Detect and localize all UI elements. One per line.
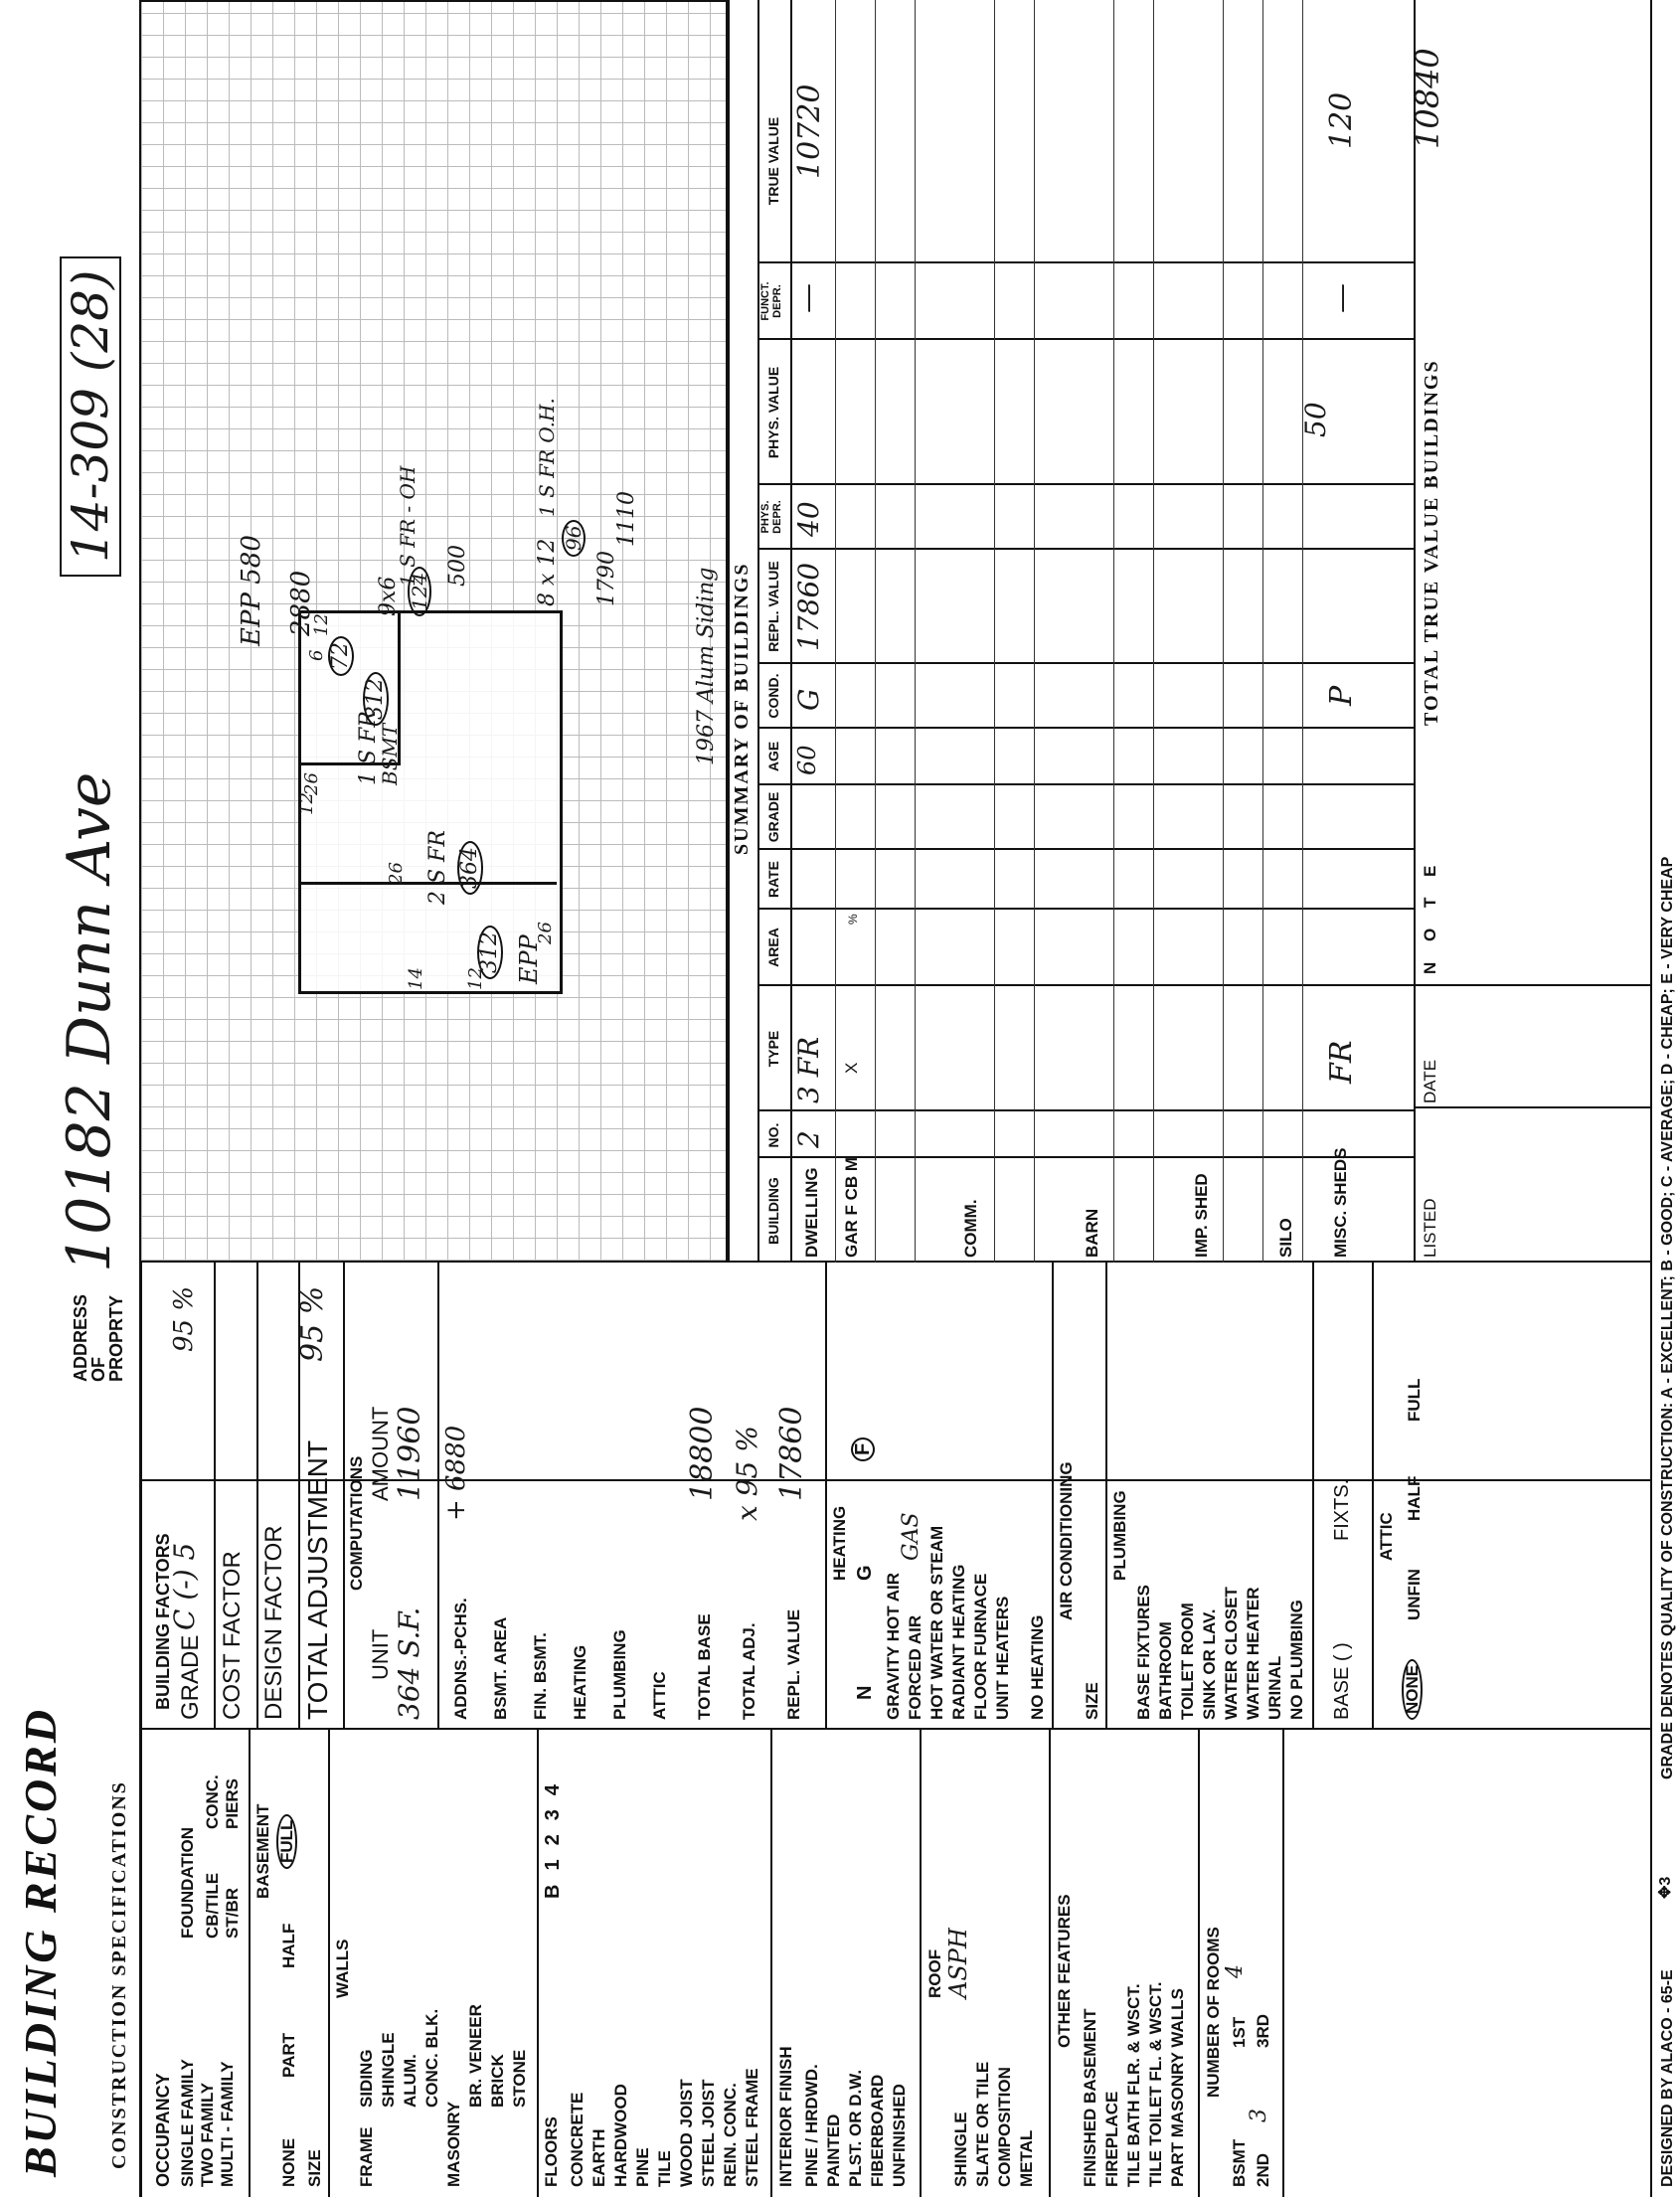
heat-f: F (851, 1437, 875, 1461)
sum-vline (757, 908, 1414, 910)
plumb-base: BASE FIXTURES (1134, 1584, 1153, 1720)
comp-heating: HEATING (571, 1644, 589, 1720)
comp-plumbing: PLUMBING (610, 1629, 629, 1720)
sum-vline (757, 261, 1414, 263)
roof-heading: ROOF (925, 1948, 944, 1998)
wall-concblk: CONC. BLK. (422, 2008, 441, 2108)
wall-alum: ALUM. (401, 2054, 420, 2108)
total-label: TOTAL TRUE VALUE BUILDINGS (1421, 359, 1442, 726)
sum-row-line (915, 0, 916, 1263)
record-number: 14-309 (28) (60, 256, 121, 577)
sep (920, 1730, 922, 2197)
sum-row-line (875, 0, 876, 1263)
row-barn: BARN (1083, 1208, 1101, 1258)
occupancy-heading: OCCUPANCY (153, 2073, 173, 2187)
room-2nd: 2ND (1254, 2152, 1272, 2187)
amount-value: 11960 (393, 1406, 427, 1501)
sep (1414, 0, 1416, 1263)
comp-total-base: TOTAL BASE (695, 1613, 714, 1720)
sep (1372, 1263, 1374, 1730)
sep (1198, 1730, 1200, 2197)
roof-slate: SLATE OR TILE (973, 2061, 992, 2187)
dwelling-no: 2 (792, 1130, 825, 1148)
sketch-label-8x12: 8 x 12 (535, 538, 560, 606)
sketch-label-96: 96 (562, 520, 586, 557)
sketch-label-2sfr: 2 S FR (425, 830, 450, 905)
comp-addns-value: + 6880 (441, 1425, 471, 1521)
wall-stone: STONE (510, 2049, 529, 2108)
floor-reinconc: REIN. CONC. (721, 2083, 740, 2187)
logo-mark: ✥3 (1657, 1876, 1674, 1899)
floor-earth: EARTH (589, 2128, 608, 2187)
sketch-label-1790: 1790 (594, 551, 619, 606)
dwelling-age: 60 (793, 745, 821, 775)
garage-pct: % (846, 914, 860, 925)
attic-unfin: UNFIN (1405, 1569, 1424, 1620)
wall-masonry: MASONRY (444, 2101, 463, 2187)
attic-none: NONE (1402, 1659, 1423, 1720)
sep (1105, 1263, 1107, 1730)
sketch-dim-12c: 12 (465, 967, 486, 990)
wall-brick: BRICK (488, 2054, 507, 2108)
int-painted: PAINTED (824, 2113, 843, 2187)
aircon-heading: AIR CONDITIONING (1057, 1461, 1076, 1620)
sum-vline (757, 984, 1414, 986)
basement-heading: BASEMENT (253, 1803, 272, 1899)
col-functdepr: FUNCT. DEPR. (759, 281, 783, 321)
found-cbtile: CB/TILE (203, 1872, 222, 1939)
sep (256, 1263, 258, 1730)
wall-brveneer: BR. VENEER (466, 2004, 485, 2108)
sep (1282, 1730, 1284, 2197)
col-area: AREA (765, 928, 781, 967)
floor-cols: B1234 (542, 1771, 564, 1899)
misc-pvalue: 50 (1299, 402, 1332, 437)
sum-vline (757, 338, 1414, 340)
attic-half: HALF (1405, 1475, 1424, 1521)
floor-pine: PINE (633, 2147, 652, 2187)
misc-fdepr: — (1324, 283, 1359, 313)
sep (214, 1263, 216, 1730)
sep (249, 1730, 251, 2197)
other-tilebath: TILE BATH FLR. & WSCT. (1124, 1983, 1143, 2187)
total-adjustment-label: TOTAL ADJUSTMENT (302, 1439, 333, 1720)
other-finbsmt: FINISHED BASEMENT (1081, 2008, 1099, 2187)
row-misc: MISC. SHEDS (1331, 1147, 1350, 1258)
sketch-dim-12b: 12 (311, 613, 332, 636)
comp-fin-bsmt: FIN. BSMT. (531, 1632, 550, 1720)
cost-factor-label: COST FACTOR (219, 1551, 246, 1720)
sum-vline (757, 662, 1414, 664)
unit-value: 364 S.F. (393, 1606, 425, 1720)
grade-value: C (-) 5 (168, 1542, 201, 1630)
grade-legend: GRADE DENOTES QUALITY OF CONSTRUCTION: A - EXCELLENT; B - GOOD; C - AVERAGE; D - CHEAP; E - VERY CHEAP (1659, 856, 1676, 1779)
int-unfinished: UNFINISHED (890, 2084, 909, 2187)
plumb-fixts: FIXTS. (1331, 1478, 1353, 1541)
sep (537, 1730, 539, 2197)
form-subtitle: CONSTRUCTION SPECIFICATIONS (108, 1780, 130, 2169)
sketch-label-9x6: 9x6 (376, 576, 401, 616)
comp-total-adj-value: x 95 % (731, 1426, 763, 1521)
sum-row-line (1262, 0, 1263, 1263)
occ-two: TWO FAMILY (198, 2082, 217, 2187)
col-cond: COND. (765, 673, 781, 719)
row-impshed: IMP. SHED (1192, 1173, 1211, 1258)
col-truevalue: TRUE VALUE (765, 116, 781, 206)
bsmt-full: FULL (276, 1814, 297, 1869)
design-factor-label: DESIGN FACTOR (260, 1525, 287, 1720)
floor-steeljoist: STEEL JOIST (699, 2079, 718, 2187)
sketch-label-epp: EPP (515, 934, 543, 984)
floors-heading: FLOORS (542, 2116, 561, 2187)
heat-unit: UNIT HEATERS (993, 1596, 1012, 1720)
wall-shingle: SHINGLE (379, 2032, 398, 2108)
sketch-label-124: 124 (408, 567, 431, 616)
sum-vline (757, 1109, 1414, 1111)
address-value: 10182 Dunn Ave (55, 771, 124, 1272)
col-grade: GRADE (765, 791, 781, 843)
address-label: ADDRESS OF PROPRTY (71, 1293, 126, 1382)
sketch-label-500: 500 (445, 545, 470, 587)
found-piers: PIERS (223, 1777, 242, 1829)
row-dwelling: DWELLING (802, 1167, 821, 1258)
col-physdepr: PHYS. DEPR. (759, 500, 783, 534)
designed-by: DESIGNED BY ALACO - 65-E (1659, 1969, 1676, 2187)
bsmt-part: PART (279, 2032, 298, 2078)
sum-row-line (835, 0, 836, 1263)
col-repl: REPL. VALUE (765, 561, 781, 652)
plumb-base-count: BASE ( ) (1331, 1642, 1353, 1720)
occ-multi: MULTI - FAMILY (218, 2061, 237, 2187)
sketch-label-1110: 1110 (614, 491, 639, 547)
roof-composition: COMPOSITION (995, 2067, 1014, 2187)
roof-metal: METAL (1017, 2129, 1036, 2187)
sketch-dim-26b: 26 (386, 862, 407, 885)
dwelling-pdepr: 40 (792, 501, 825, 537)
wall-frame: FRAME (357, 2126, 376, 2187)
plumb-wc: WATER CLOSET (1222, 1587, 1241, 1720)
comp-bsmt-area: BSMT. AREA (491, 1616, 510, 1720)
row-comm: COMM. (961, 1199, 980, 1258)
dwelling-true: 10720 (792, 84, 827, 179)
other-fireplace: FIREPLACE (1102, 2091, 1121, 2187)
col-age: AGE (765, 741, 781, 772)
col-no: NO. (765, 1122, 781, 1148)
other-partmasonry: PART MASONRY WALLS (1168, 1988, 1187, 2187)
heat-radiant: RADIANT HEATING (949, 1564, 968, 1720)
sketch-dim-26a: 26 (301, 772, 322, 795)
plumbing-heading: PLUMBING (1110, 1490, 1129, 1581)
roof-value: ASPH (944, 1928, 972, 1998)
computations-heading: COMPUTATIONS (347, 1455, 366, 1591)
sep (770, 1730, 772, 2197)
comp-total-base-value: 18800 (685, 1406, 720, 1501)
unit-label: UNIT (368, 1628, 393, 1680)
heat-gravity: GRAVITY HOT AIR (884, 1573, 903, 1720)
floor-tile: TILE (655, 2150, 674, 2187)
wall-siding: SIDING (357, 2049, 376, 2108)
sep (1052, 1263, 1054, 1730)
plumb-urinal: URINAL (1265, 1655, 1284, 1720)
sketch-label-312a: 312 (363, 672, 389, 726)
form-title: BUILDING RECORD (15, 1706, 66, 2177)
bsmt-half: HALF (279, 1923, 298, 1968)
dwelling-cond: G (792, 688, 825, 711)
misc-cond: P (1324, 685, 1359, 706)
frame-bottom (1650, 0, 1652, 2197)
sketch-dim-26c: 26 (535, 922, 556, 944)
walls-heading: WALLS (333, 1939, 352, 1998)
sep (437, 1263, 439, 1730)
heat-g: G (854, 1565, 876, 1581)
heating-heading: HEATING (830, 1505, 849, 1581)
sum-row-line (994, 0, 995, 1263)
plumb-heater: WATER HEATER (1244, 1587, 1262, 1720)
misc-true: 120 (1324, 91, 1359, 149)
grade-percent: 95 % (169, 1285, 199, 1352)
interior-heading: INTERIOR FINISH (776, 2046, 795, 2187)
summary-title: SUMMARY OF BUILDINGS (731, 562, 753, 855)
comp-repl-value: REPL. VALUE (784, 1608, 803, 1720)
sketch-dim-6: 6 (306, 649, 327, 661)
dwelling-fdepr: — (790, 283, 825, 313)
room-1st-value: 4 (1223, 1964, 1248, 1978)
sketch-label-364: 364 (457, 841, 483, 895)
roof-shingle: SHINGLE (951, 2112, 970, 2187)
sketch-dim-12a: 12 (296, 792, 317, 815)
sum-vline (1414, 1106, 1650, 1108)
heat-n: N (854, 1685, 876, 1700)
bsmt-none: NONE (279, 2137, 298, 2187)
sketch-label-1sfr: 1 S FR (356, 711, 381, 785)
floor-steelframe: STEEL FRAME (743, 2068, 761, 2187)
sketch-label-312b: 312 (477, 926, 503, 979)
room-bsmt: BSMT (1230, 2138, 1249, 2187)
listed-label: LISTED (1421, 1198, 1439, 1258)
building-factors-heading: BUILDING FACTORS (153, 1533, 173, 1710)
plumb-bathroom: BATHROOM (1156, 1621, 1175, 1720)
comp-attic: ATTIC (650, 1671, 669, 1720)
col-type: TYPE (765, 1030, 781, 1068)
sum-row-line (1113, 0, 1114, 1263)
int-plst: PLST. OR D.W. (846, 2069, 865, 2187)
sum-row-line (1223, 0, 1224, 1263)
room-3rd: 3RD (1254, 2013, 1272, 2048)
sep (726, 0, 728, 1263)
found-stbr: ST/BR (223, 1888, 242, 1939)
row-silo: SILO (1276, 1218, 1295, 1258)
sketch-label-72: 72 (328, 636, 354, 676)
room-2nd-value: 3 (1247, 2109, 1271, 2122)
occ-single: SINGLE FAMILY (178, 2059, 197, 2187)
sum-row-line (1034, 0, 1035, 1263)
sep (757, 0, 759, 1263)
comp-repl-value-value: 17860 (774, 1406, 809, 1501)
other-tiletoilet: TILE TOILET FL. & WSCT. (1146, 1981, 1165, 2187)
floor-hardwood: HARDWOOD (611, 2084, 630, 2187)
heat-floor: FLOOR FURNACE (971, 1573, 990, 1720)
sketch-label-epp580: EPP 580 (237, 535, 266, 646)
total-adjustment-value: 95 % (295, 1285, 330, 1362)
sum-vline (757, 548, 1414, 550)
total-value: 10840 (1409, 48, 1446, 149)
note-label: N O T E (1421, 857, 1439, 974)
sketch-label-bsmt: BSMT (378, 723, 402, 785)
sep (825, 1263, 827, 1730)
plumb-toilet: TOILET ROOM (1178, 1603, 1197, 1720)
plumb-none: NO PLUMBING (1287, 1600, 1306, 1720)
sep (1312, 1263, 1314, 1730)
date-label: DATE (1421, 1059, 1439, 1103)
sum-row-line (1302, 0, 1303, 1263)
sep (1049, 1730, 1051, 2197)
attic-full: FULL (1405, 1378, 1424, 1422)
sum-vline (757, 483, 1414, 485)
aircon-size: SIZE (1083, 1682, 1101, 1720)
plumb-sink: SINK OR LAV. (1200, 1608, 1219, 1720)
comp-total-adj: TOTAL ADJ. (740, 1622, 758, 1720)
col-divider-1 (139, 1728, 1650, 1730)
row-garage: GAR F CB M (842, 1156, 861, 1258)
sum-vline (1414, 984, 1650, 986)
col-rate: RATE (765, 860, 781, 899)
int-pine: PINE / HRDWD. (802, 2064, 821, 2187)
room-1st: 1ST (1230, 2016, 1249, 2048)
sum-vline (757, 848, 1414, 850)
grade-label: GRADE (177, 1634, 204, 1720)
col-building: BUILDING (765, 1177, 781, 1245)
size-label: SIZE (305, 2149, 324, 2187)
foundation-heading: FOUNDATION (178, 1826, 197, 1939)
floor-concrete: CONCRETE (568, 2092, 587, 2187)
sep (343, 1263, 345, 1730)
other-heading: OTHER FEATURES (1055, 1894, 1074, 2048)
comp-addns: ADDNS.-PCHS. (451, 1598, 470, 1720)
sketch-dim-14: 14 (406, 967, 426, 990)
sketch-label-1sfr-oh: 1 S FR - OH (396, 465, 420, 587)
sketch-label-note: 1967 Alum Siding (694, 567, 719, 765)
attic-heading: ATTIC (1377, 1512, 1396, 1561)
misc-type: FR (1324, 1040, 1359, 1084)
heat-none: NO HEATING (1028, 1614, 1047, 1720)
sum-vline (757, 727, 1414, 729)
sketch-label-2880: 2880 (286, 570, 316, 636)
sep (328, 1730, 330, 2197)
int-fiberboard: FIBERBOARD (868, 2074, 887, 2187)
found-conc: CONC. (203, 1774, 222, 1829)
dwelling-repl: 17860 (792, 562, 825, 651)
garage-x: X (842, 1062, 861, 1074)
sum-vline (757, 783, 1414, 785)
heat-forced-value: GAS (899, 1512, 924, 1561)
heat-hotwater: HOT WATER OR STEAM (927, 1525, 946, 1720)
col-divider-2 (139, 1479, 1650, 1481)
sum-row-line (1153, 0, 1154, 1263)
amount-label: AMOUNT (368, 1406, 393, 1501)
heat-forced: FORCED AIR (906, 1614, 924, 1720)
sketch-label-1sfr-oh-2: 1 S FR O.H. (535, 398, 559, 517)
col-physvalue: PHYS. VALUE (765, 366, 781, 459)
dwelling-type: 3 FR (792, 1036, 825, 1103)
floor-woodjoist: WOOD JOIST (677, 2079, 696, 2187)
rooms-heading: NUMBER OF ROOMS (1204, 1927, 1223, 2098)
